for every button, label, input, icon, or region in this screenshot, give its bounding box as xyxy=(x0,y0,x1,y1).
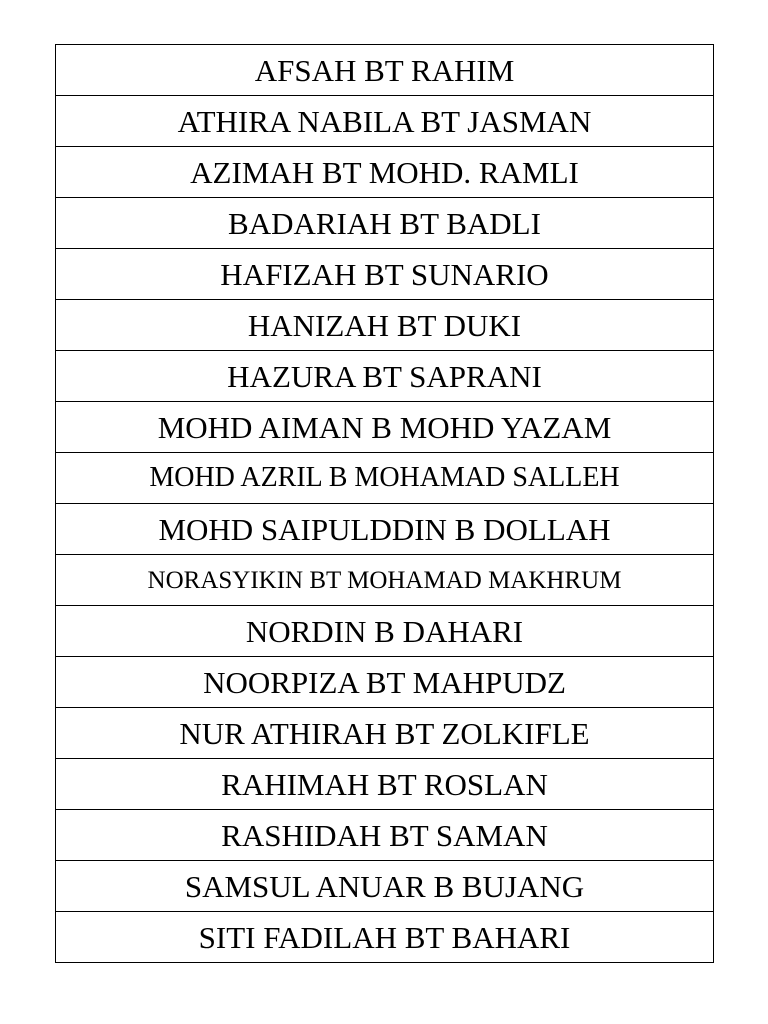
name-cell: SAMSUL ANUAR B BUJANG xyxy=(56,861,714,912)
name-cell: ATHIRA NABILA BT JASMAN xyxy=(56,96,714,147)
name-cell: NORASYIKIN BT MOHAMAD MAKHRUM xyxy=(56,555,714,606)
name-cell: RASHIDAH BT SAMAN xyxy=(56,810,714,861)
name-cell: NOORPIZA BT MAHPUDZ xyxy=(56,657,714,708)
name-cell: SITI FADILAH BT BAHARI xyxy=(56,912,714,963)
table-row xyxy=(56,861,714,912)
name-cell: AZIMAH BT MOHD. RAMLI xyxy=(56,147,714,198)
name-cell: AFSAH BT RAHIM xyxy=(56,45,714,96)
name-cell: HANIZAH BT DUKI xyxy=(56,300,714,351)
table-row xyxy=(56,351,714,402)
table-row xyxy=(56,198,714,249)
table-row xyxy=(56,657,714,708)
name-cell: HAFIZAH BT SUNARIO xyxy=(56,249,714,300)
table-row xyxy=(56,759,714,810)
name-list-table xyxy=(55,44,714,963)
table-row xyxy=(56,606,714,657)
table-row xyxy=(56,402,714,453)
name-cell: MOHD SAIPULDDIN B DOLLAH xyxy=(56,504,714,555)
name-cell: MOHD AIMAN B MOHD YAZAM xyxy=(56,402,714,453)
table-row xyxy=(56,810,714,861)
table-row xyxy=(56,708,714,759)
table-row xyxy=(56,249,714,300)
name-cell: HAZURA BT SAPRANI xyxy=(56,351,714,402)
table-row xyxy=(56,504,714,555)
table-row xyxy=(56,555,714,606)
table-row xyxy=(56,300,714,351)
table-row xyxy=(56,453,714,504)
name-cell: NORDIN B DAHARI xyxy=(56,606,714,657)
table-row xyxy=(56,147,714,198)
name-cell: NUR ATHIRAH BT ZOLKIFLE xyxy=(56,708,714,759)
table-row xyxy=(56,912,714,963)
name-cell: RAHIMAH BT ROSLAN xyxy=(56,759,714,810)
table-row xyxy=(56,45,714,96)
table-row xyxy=(56,96,714,147)
name-cell: MOHD AZRIL B MOHAMAD SALLEH xyxy=(56,453,714,504)
name-cell: BADARIAH BT BADLI xyxy=(56,198,714,249)
